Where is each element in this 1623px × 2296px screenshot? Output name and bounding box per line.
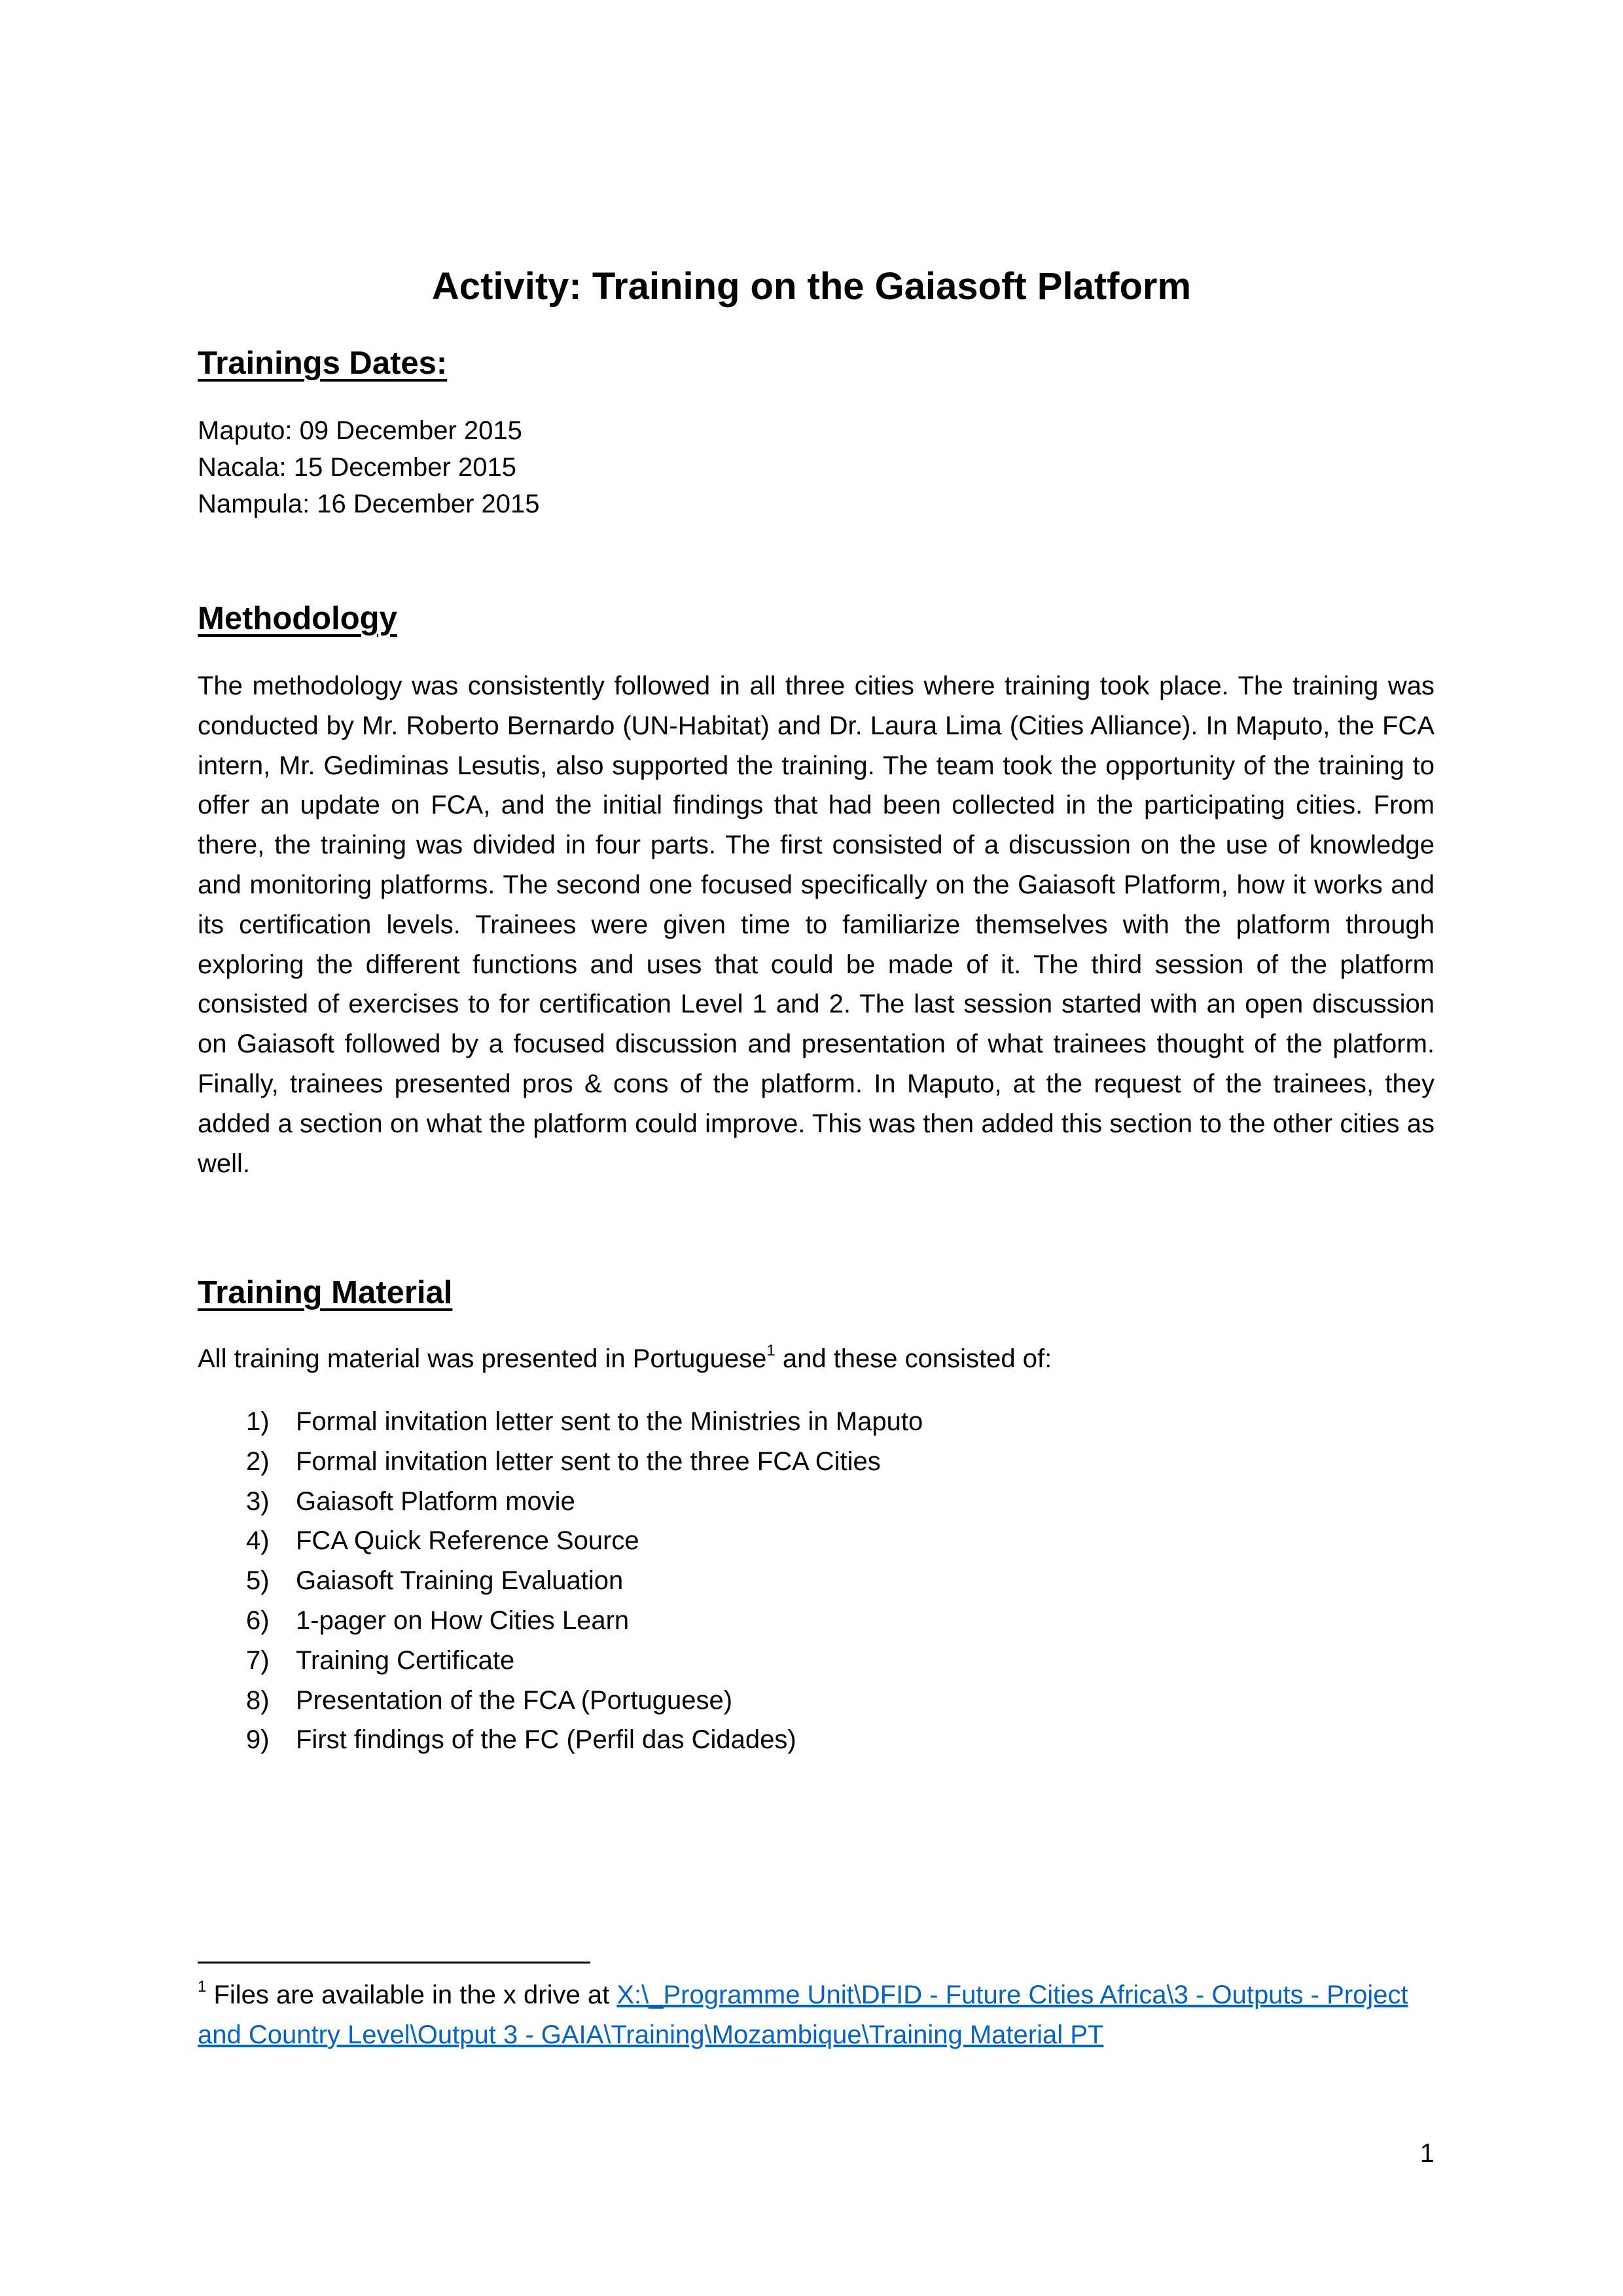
list-item-text: Training Certificate (296, 1645, 515, 1675)
methodology-paragraph: The methodology was consistently followed in all three cities where training took place. The training was conducted by Mr. Roberto Bernardo (UN-Habitat) and Dr. Laura Lima (Cities Alliance). In Maputo, the FCA intern, Mr. Gediminas Lesutis, also supported the training. The team took the opportunity of the training to offer an update on FCA, and the initial findings that had been collected in the participating cities. From there, the training was divided in four parts. The first consisted of a discussion on the use of knowledge and monitoring platforms. The second one focused specifically on the Gaiasoft Platform, how it works and its certification levels. Trainees were given time to familiarize themselves with the platform through exploring the different functions and uses that could be made of it. The third session of the platform consisted of exercises to for certification Level 1 and 2. The last session started with an open discussion on Gaiasoft followed by a focused discussion and presentation of what trainees thought of the platform. Finally, trainees presented pros & cons of the platform. In Maputo, at the request of the trainees, they added a section on what the platform could improve. This was then added this section to the other cities as well. (198, 672, 1435, 1178)
list-item (246, 1561, 923, 1601)
list-item (246, 1681, 923, 1721)
footnote-file-path-link[interactable]: X:\_Programme Unit\DFID - Future Cities Africa\3 - Outputs - Project and Country Level\Output 3 - GAIA\Training\Mozambique\Training Material PT (198, 1981, 1408, 2049)
training-date-item: Maputo: 09 December 2015 (198, 416, 522, 445)
list-item-number: 1) (246, 1407, 270, 1436)
list-item (246, 1521, 923, 1561)
list-item (246, 1442, 923, 1482)
intro-text: All training material was presented in Portuguese (198, 1344, 767, 1373)
list-item-number: 4) (246, 1526, 270, 1556)
list-item-number: 5) (246, 1566, 270, 1596)
list-item-number: 7) (246, 1645, 270, 1675)
list-item-text: Gaiasoft Platform movie (296, 1486, 575, 1516)
intro-text-end: and these consisted of: (775, 1344, 1052, 1373)
training-dates-heading: Trainings Dates: (198, 346, 448, 381)
list-item-text: Formal invitation letter sent to the three FCA Cities (296, 1446, 881, 1476)
page-number: 1 (1419, 2139, 1435, 2168)
list-item-number: 9) (246, 1725, 270, 1755)
training-date-item: Nampula: 16 December 2015 (198, 490, 540, 518)
page-title: Activity: Training on the Gaiasoft Platform (431, 265, 1192, 308)
list-item-text: Presentation of the FCA (Portuguese) (296, 1685, 733, 1715)
list-item-number: 6) (246, 1605, 270, 1635)
training-material-list (246, 1402, 923, 1760)
footnote-number: 1 (198, 1978, 207, 1996)
training-material-heading: Training Material (198, 1275, 453, 1310)
footnote (198, 1975, 1435, 2055)
list-item (246, 1402, 923, 1442)
footnote-text: Files are available in the x drive at (206, 1981, 617, 2009)
training-dates-list (198, 412, 540, 522)
list-item-text: Formal invitation letter sent to the Ministries in Maputo (296, 1407, 923, 1436)
training-date-item: Nacala: 15 December 2015 (198, 453, 516, 482)
list-item-text: 1-pager on How Cities Learn (296, 1605, 630, 1635)
list-item (246, 1641, 923, 1681)
footnote-separator (198, 1962, 590, 1964)
training-material-intro (198, 1339, 1052, 1378)
list-item-number: 3) (246, 1486, 270, 1516)
list-item-number: 8) (246, 1685, 270, 1715)
list-item (246, 1720, 923, 1760)
methodology-heading: Methodology (198, 601, 397, 636)
list-item-number: 2) (246, 1446, 270, 1476)
list-item (246, 1601, 923, 1641)
list-item-text: First findings of the FC (Perfil das Cidades) (296, 1725, 796, 1755)
list-item-text: FCA Quick Reference Source (296, 1526, 639, 1556)
footnote-reference[interactable]: 1 (766, 1342, 776, 1359)
list-item-text: Gaiasoft Training Evaluation (296, 1566, 624, 1596)
list-item (246, 1482, 923, 1522)
